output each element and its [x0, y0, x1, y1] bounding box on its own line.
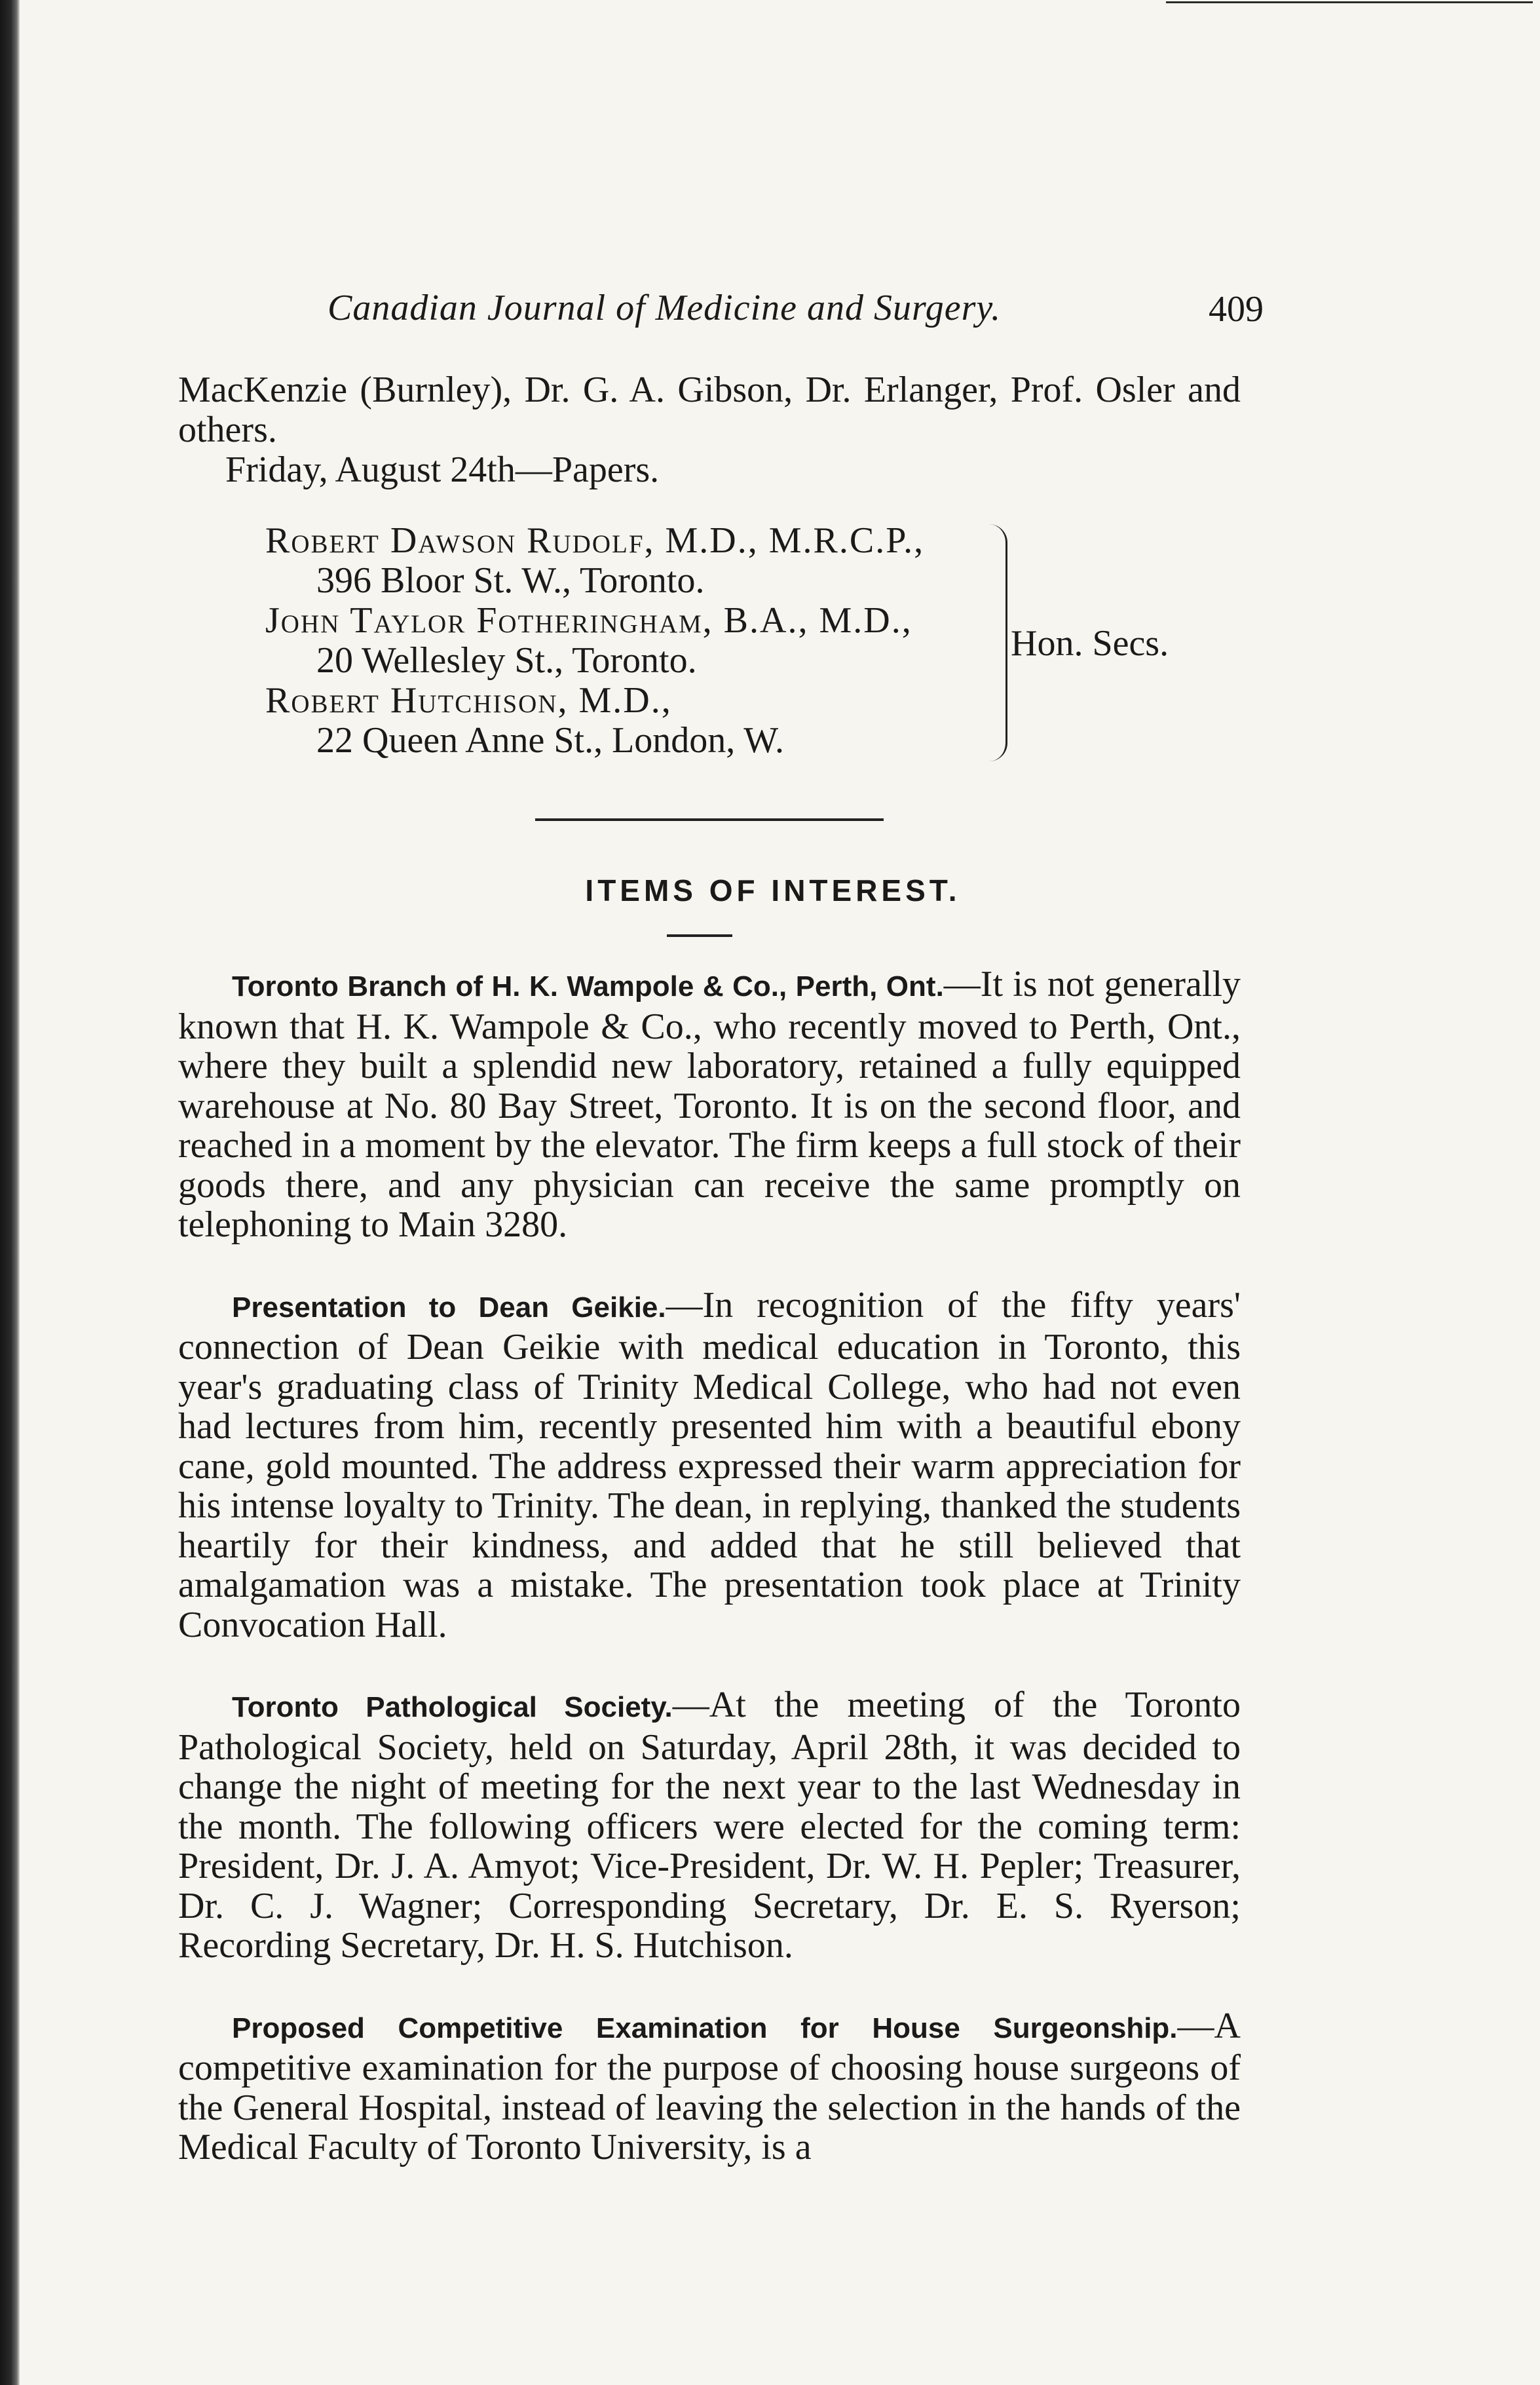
running-head: Canadian Journal of Medicine and Surgery. [328, 288, 1002, 328]
secretary-address: 20 Wellesley St., Toronto. [316, 640, 697, 681]
item-text: —At the meeting of the Toronto Pathological Society, held on Saturday, April 28th, it was decided to change the night of meeting for the next year to the last Wednesday in the month. The following officers were elected for the coming term: President, Dr. J. A. Amyot; Vice-President, Dr. W. H. Pepler; Treasurer, Dr. C. J. Wagner; Corresponding Secretary, Dr. E. S. Ryerson; Recording Secretary, Dr. H. S. Hutchison. [178, 1685, 1241, 1966]
secretary-entry [265, 681, 1019, 761]
secretary-name: Robert Dawson Rudolf, M.D., M.R.C.P., [265, 520, 925, 561]
secretary-name: John Taylor Fotheringham, B.A., M.D., [265, 600, 912, 641]
news-item [178, 1286, 1241, 1645]
secretary-entry [265, 601, 1019, 681]
secretary-name: Robert Hutchison, M.D., [265, 680, 672, 721]
section-divider [535, 818, 884, 821]
page-binding-edge [0, 0, 20, 2385]
secretary-address: 22 Queen Anne St., London, W. [316, 720, 784, 761]
hon-secs-label: Hon. Secs. [1011, 623, 1169, 664]
items-list [178, 964, 1241, 2208]
item-text: —It is not generally known that H. K. Wampole & Co., who recently moved to Perth, Ont., where they built a splendid new laboratory, retained a fully equipped warehouse at No. 80 Bay Street, Toronto. It is on the second floor, and reached in a moment by the elevator. The firm keeps a full stock of their goods there, and any physician can receive the same promptly on telephoning to Main 3280. [178, 964, 1241, 1245]
news-item [178, 2006, 1241, 2167]
intro-line: Friday, August 24th—Papers. [225, 449, 660, 490]
item-heading: Presentation to Dean Geikie. [232, 1291, 666, 1324]
intro-paragraph [178, 370, 1241, 490]
brace-bracket [979, 524, 1007, 761]
item-heading: Toronto Pathological Society. [232, 1691, 673, 1723]
intro-line: MacKenzie (Burnley), Dr. G. A. Gibson, Dr. Erlanger, Prof. Osler and others. [178, 370, 1241, 450]
top-edge-rule [1166, 1, 1533, 3]
secretary-address: 396 Bloor St. W., Toronto. [316, 560, 705, 601]
title-underline [667, 934, 732, 937]
news-item [178, 1685, 1241, 1966]
section-title: ITEMS OF INTEREST. [585, 873, 961, 907]
secretary-entry [265, 521, 1019, 601]
secretaries-list [265, 521, 1019, 761]
item-text: —In recognition of the fifty years' connection of Dean Geikie with medical education in Toronto, this year's graduating class of Trinity Medical College, who had not even had lectures from him, recently presented him with a beautiful ebony cane, gold mounted. The address expressed their warm appreciation for his intense loyalty to Trinity. The dean, in replying, thanked the students heartily for their kindness, and added that he still believed that amalgamation was a mistake. The presentation took place at Trinity Convocation Hall. [178, 1284, 1241, 1645]
news-item [178, 964, 1241, 1245]
item-heading: Proposed Competitive Examination for House Surgeonship. [232, 2012, 1178, 2044]
item-heading: Toronto Branch of H. K. Wampole & Co., Perth, Ont. [232, 970, 944, 1002]
item-text: —A competitive examination for the purpose of choosing house surgeons of the General Hospital, instead of leaving the selection in the hands of the Medical Faculty of Toronto University, is a [178, 2005, 1241, 2167]
page-number: 409 [1209, 289, 1264, 330]
